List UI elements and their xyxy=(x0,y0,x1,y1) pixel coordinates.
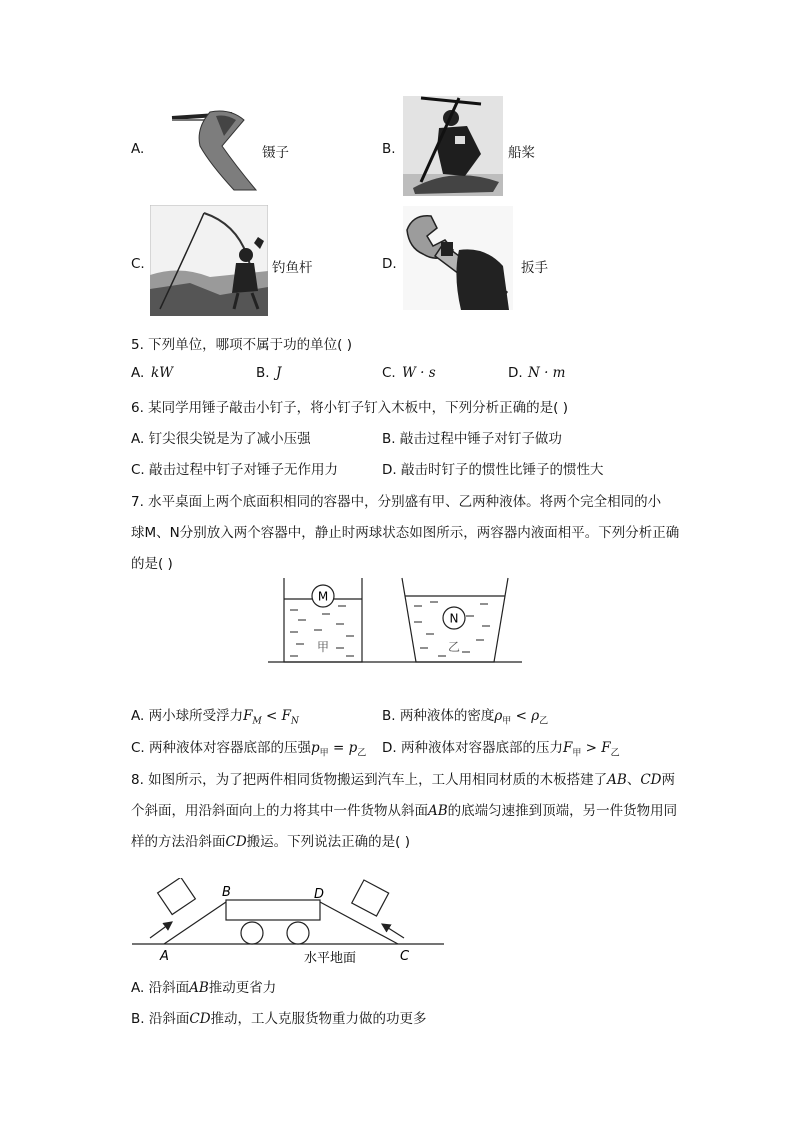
liquid-yi-label: 乙 xyxy=(447,640,461,654)
cargo-box-right xyxy=(352,880,389,916)
wrench-image xyxy=(403,206,513,310)
fishing-rod-image xyxy=(150,205,268,316)
q8-stem-line1: 8. 如图所示，为了把两件相同货物搬运到汽车上，工人用相同材质的木板搭建了AB、CD两 xyxy=(131,772,675,788)
q4-option-c-label: 钓鱼杆 xyxy=(272,260,313,276)
point-d-label: D xyxy=(314,887,325,902)
liquid-jia-label: 甲 xyxy=(316,640,330,654)
q4-option-d-label: 扳手 xyxy=(521,260,548,276)
q6-option-c: C. 敲击过程中钉子对锤子无作用力 xyxy=(131,462,339,478)
point-a-label: A xyxy=(160,949,169,964)
q7-option-b: B. 两种液体的密度$\rho_甲 < \rho_乙$ xyxy=(382,708,549,727)
q7-option-d: D. 两种液体对容器底部的压力$F_甲 > F_乙$ xyxy=(382,740,620,759)
q8-option-a: A. 沿斜面AB推动更省力 xyxy=(131,980,277,996)
q8-option-b: B. 沿斜面CD推动，工人克服货物重力做的功更多 xyxy=(131,1011,427,1027)
ramp-cd xyxy=(320,902,398,944)
q4-option-c-letter: C. xyxy=(131,256,145,272)
q4-option-b-letter: B. xyxy=(382,141,396,157)
q8-ramps-figure xyxy=(128,878,448,970)
ball-n-label: N xyxy=(449,611,459,626)
q4-option-d-letter: D. xyxy=(382,256,397,272)
point-b-label: B xyxy=(222,885,231,900)
q7-containers-figure xyxy=(266,572,526,664)
q5-option-c-text: W · s xyxy=(402,365,436,381)
point-c-label: C xyxy=(400,949,410,964)
q7-stem-line2: 球M、N分别放入两个容器中，静止时两球状态如图所示，两容器内液面相平。下列分析正确 xyxy=(131,525,680,541)
ball-m-label: M xyxy=(317,589,329,604)
ground-label: 水平地面 xyxy=(304,951,357,966)
q7-option-a: A. 两小球所受浮力$F_M < F_N$ xyxy=(131,708,299,727)
q6-stem: 6. 某同学用锤子敲击小钉子，将小钉子钉入木板中，下列分析正确的是( ) xyxy=(131,400,568,416)
q6-option-d: D. 敲击时钉子的惯性比锤子的惯性大 xyxy=(382,462,604,478)
push-arrow-right xyxy=(382,924,404,938)
q5-stem: 5. 下列单位，哪项不属于功的单位( ) xyxy=(131,337,352,353)
q8-stem-line2: 个斜面，用沿斜面向上的力将其中一件货物从斜面AB的底端匀速推到顶端，另一件货物用同 xyxy=(131,803,678,819)
q7-option-c: C. 两种液体对容器底部的压强$p_甲 = p_乙$ xyxy=(131,740,367,759)
truck-bed xyxy=(226,900,320,920)
q8-stem-line3: 样的方法沿斜面CD搬运。下列说法正确的是( ) xyxy=(131,834,410,850)
q4-option-b-label: 船桨 xyxy=(508,145,535,161)
q7-stem-line1: 7. 水平桌面上两个底面积相同的容器中，分别盛有甲、乙两种液体。将两个完全相同的小 xyxy=(131,494,662,510)
truck-wheel-right xyxy=(287,922,309,944)
q5-option-c-letter: C. xyxy=(382,365,396,381)
q5-option-a-text: kW xyxy=(151,365,174,381)
q5-option-d-letter: D. xyxy=(508,365,523,381)
tweezers-image xyxy=(150,106,262,192)
q6-option-b: B. 敲击过程中锤子对钉子做功 xyxy=(382,431,562,447)
q4-option-a-letter: A. xyxy=(131,141,145,157)
paddling-image xyxy=(403,96,503,196)
q6-option-a: A. 钉尖很尖锐是为了减小压强 xyxy=(131,431,311,447)
cargo-box-left xyxy=(158,878,196,915)
q7-stem-line3: 的是( ) xyxy=(131,556,173,572)
q4-option-a-label: 镊子 xyxy=(262,145,289,161)
q5-option-b-letter: B. xyxy=(256,365,270,381)
q5-option-d-text: N · m xyxy=(528,365,566,381)
q5-option-a-letter: A. xyxy=(131,365,145,381)
push-arrow-left xyxy=(150,922,172,938)
truck-wheel-left xyxy=(241,922,263,944)
q5-option-b-text: J xyxy=(276,365,282,381)
